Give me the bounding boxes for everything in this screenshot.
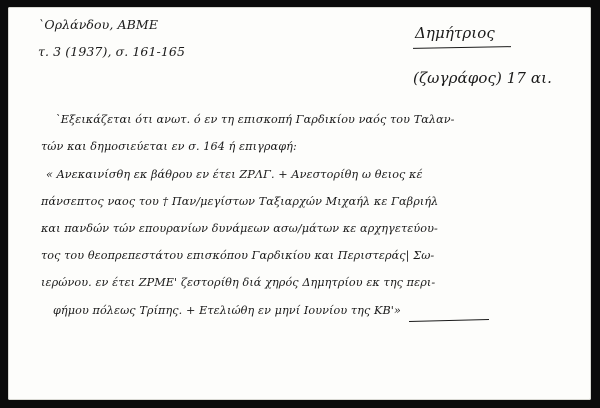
source-reference: `Ορλάνδου, ΑΒΜΕ: [38, 17, 159, 32]
body-line-1: `Εξεικάζεται ότι ανωτ. ό εν τη επισκοπή Γαρδικίου ναός του Ταλαν-: [55, 113, 455, 126]
body-line-4: πάνσεπτος ναος του † Παν/μεγίστων Ταξιαρχών Μιχαήλ κε Γαβριήλ: [41, 195, 439, 208]
card-heading-name: Δημήτριος: [415, 24, 495, 42]
body-line-5: και πανδών τών επουρανίων δυνάμεων ασω/μάτων κε αρχηγετεύου-: [41, 222, 438, 235]
body-line-2: τών και δημοσιεύεται εν σ. 164 ή επιγραφή:: [41, 140, 297, 153]
body-line-6: τος του θεοπρεπεστάτου επισκόπου Γαρδικίου και Περιστεράς| Σω-: [41, 249, 435, 262]
source-volume-pages: τ. 3 (1937), σ. 161-165: [38, 44, 186, 59]
name-underline-in-text: [409, 319, 489, 322]
index-card: [8, 7, 591, 400]
heading-underline: [413, 46, 511, 49]
card-heading-role: (ζωγράφος) 17 αι.: [413, 69, 553, 87]
body-line-7: ιερώνου. εν έτει ΖΡΜΕ' ζεστορίθη διά χηρός Δημητρίου εκ της περι-: [41, 276, 436, 289]
body-line-3: « Ανεκαινίσθη εκ βάθρου εν έτει ΖΡΛΓ. + Ανεστορίθη ω θειος κέ: [46, 168, 423, 181]
body-line-8: φήμου πόλεως Τρίπης. + Ετελιώθη εν μηνί Ιουνίου της ΚΒ'»: [53, 304, 401, 317]
